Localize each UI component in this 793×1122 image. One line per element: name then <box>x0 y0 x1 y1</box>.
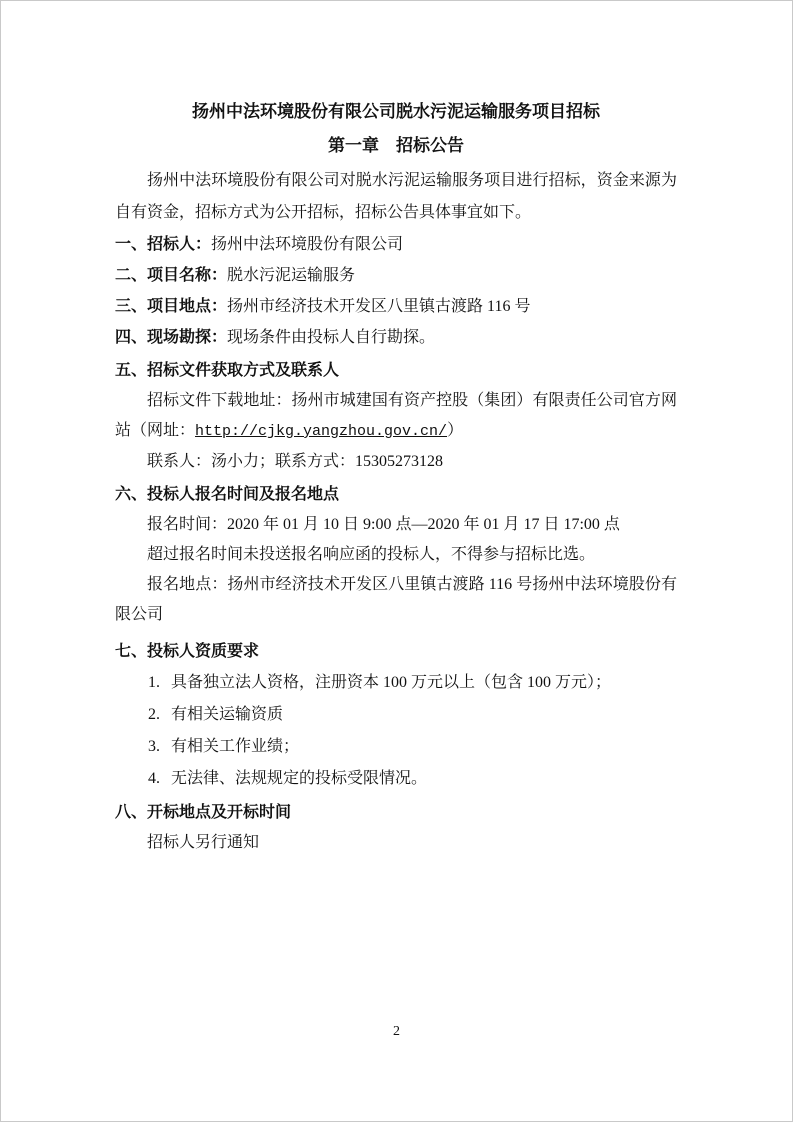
qualification-item-text: 无法律、法规规定的投标受限情况。 <box>171 770 428 787</box>
registration-overdue-line: 超过报名时间未投送报名响应函的投标人，不得参与招标比选。 <box>147 546 596 563</box>
section-document-access-heading: 五、招标文件获取方式及联系人 <box>115 362 340 379</box>
section-registration <box>115 479 677 510</box>
registration-place-line: 报名地点：扬州市经济技术开发区八里镇古渡路 116 号扬州中法环境股份有限公司 <box>115 576 677 623</box>
qualification-item-number: 3. <box>148 738 160 755</box>
section-qualification <box>115 636 677 667</box>
download-url-link[interactable]: http://cjkg.yangzhou.gov.cn/ <box>195 423 448 440</box>
section-project-name-label: 二、项目名称： <box>115 267 228 284</box>
qualification-item-number: 2. <box>148 706 160 723</box>
section-project-name <box>115 260 677 291</box>
section-site-survey-value: 现场条件由投标人自行勘探。 <box>227 329 436 346</box>
section-tenderer-value: 扬州中法环境股份有限公司 <box>211 236 404 253</box>
qualification-item-number: 1. <box>148 674 160 691</box>
section-tenderer <box>115 229 677 260</box>
qualification-item <box>115 667 677 699</box>
section-project-location-label: 三、项目地点： <box>115 298 228 315</box>
bid-opening-notice-line: 招标人另行通知 <box>147 834 260 851</box>
document-title: 扬州中法环境股份有限公司脱水污泥运输服务项目招标 <box>192 102 600 121</box>
section-project-location-value: 扬州市经济技术开发区八里镇古渡路 116 号 <box>227 298 531 315</box>
section-document-access <box>115 355 677 386</box>
qualification-item-text: 有相关运输资质 <box>171 706 284 723</box>
section-registration-heading: 六、投标人报名时间及报名地点 <box>115 486 340 503</box>
section-project-location <box>115 291 677 322</box>
intro-paragraph: 扬州中法环境股份有限公司对脱水污泥运输服务项目进行招标，资金来源为自有资金，招标方式为公开招标，招标公告具体事宜如下。 <box>115 172 677 221</box>
section-site-survey-label: 四、现场勘探： <box>115 329 228 346</box>
page-number: 2 <box>393 1024 400 1039</box>
document-content <box>115 95 677 858</box>
section-qualification-heading: 七、投标人资质要求 <box>115 643 260 660</box>
section-bid-opening-heading: 八、开标地点及开标时间 <box>115 804 292 821</box>
qualification-item-text: 有相关工作业绩； <box>171 738 300 755</box>
download-address-line <box>115 386 677 447</box>
qualification-item-number: 4. <box>148 770 160 787</box>
section-bid-opening <box>115 797 677 828</box>
registration-time-line: 报名时间：2020 年 01 月 10 日 9:00 点—2020 年 01 月 17 日 17:00 点 <box>147 516 620 533</box>
section-tenderer-label: 一、招标人： <box>115 236 212 253</box>
qualification-item <box>115 699 677 731</box>
contact-line: 联系人：汤小力；联系方式：15305273128 <box>147 453 444 470</box>
download-address-text: 招标文件下载地址：扬州市城建国有资产控股（集团）有限责任公司官方网站（网址： <box>115 392 677 439</box>
qualification-item <box>115 763 677 795</box>
qualification-item <box>115 731 677 763</box>
chapter-heading: 第一章 招标公告 <box>328 136 464 155</box>
section-site-survey <box>115 322 677 353</box>
download-address-suffix: ） <box>447 422 464 439</box>
qualification-item-text: 具备独立法人资格，注册资本 100 万元以上（包含 100 万元）； <box>171 674 612 691</box>
section-project-name-value: 脱水污泥运输服务 <box>227 267 356 284</box>
